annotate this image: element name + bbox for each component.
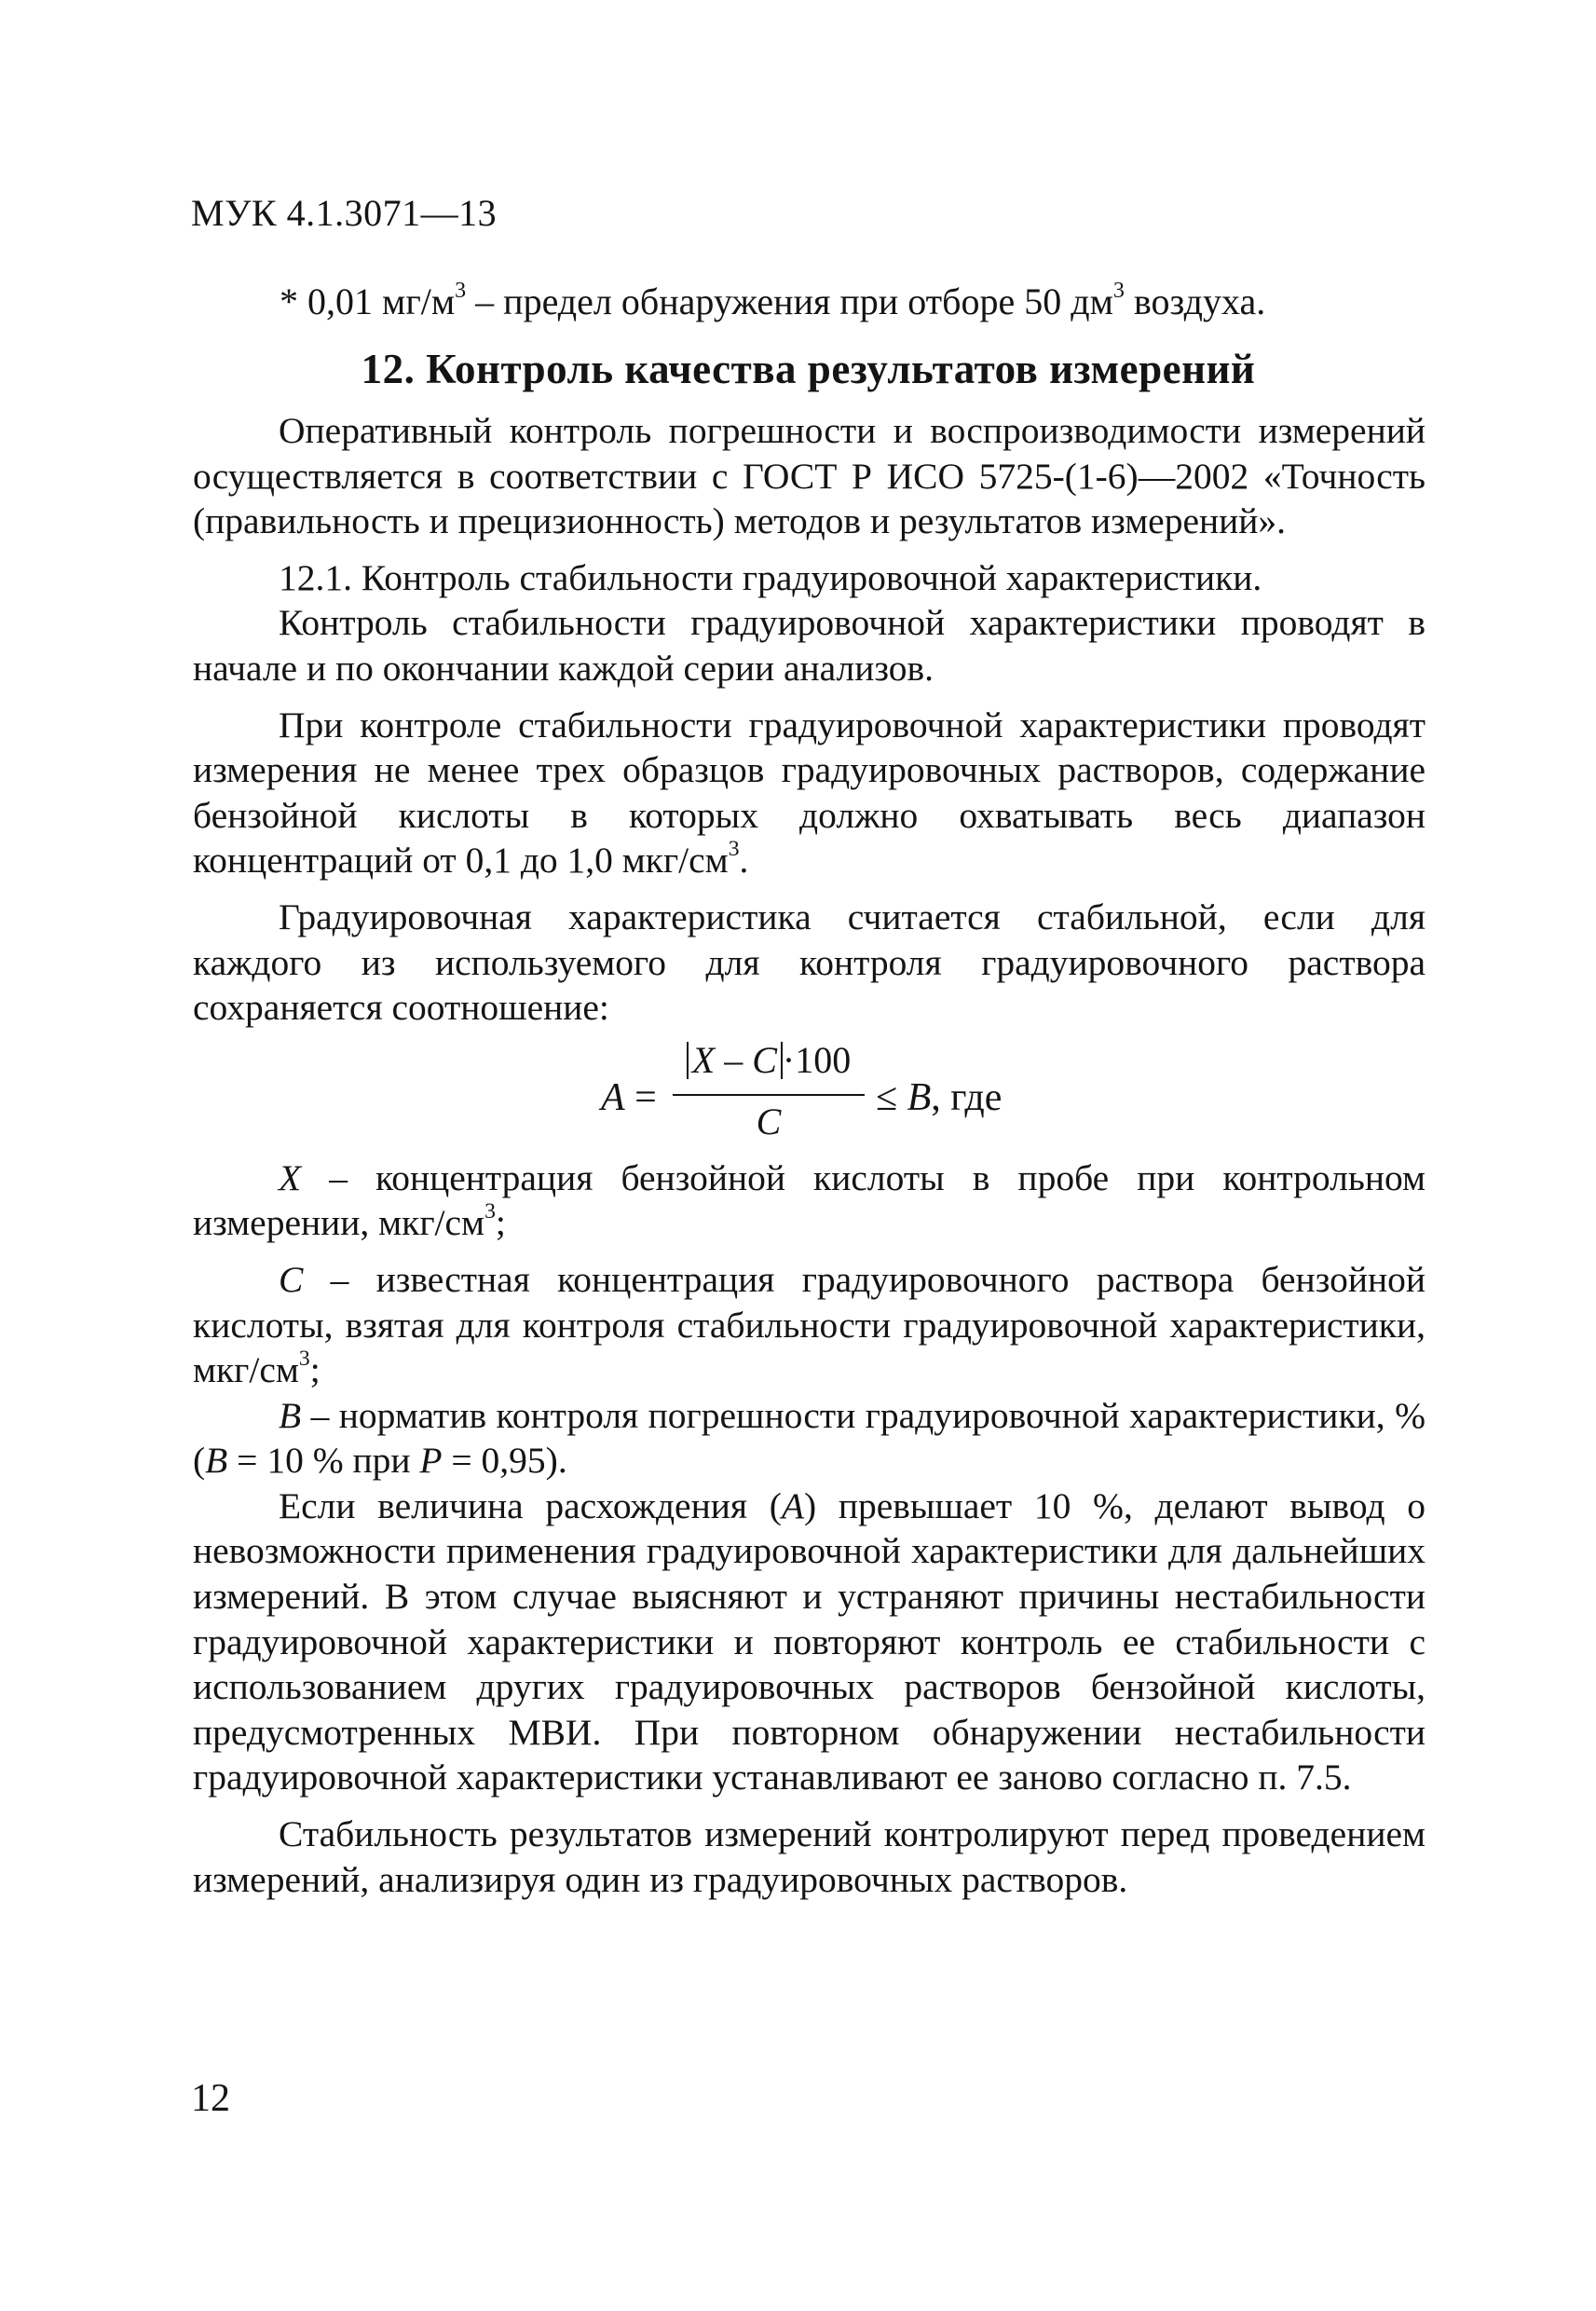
definition-b-text-2: = 10 % при [227, 1440, 420, 1482]
definition-b-symbol: B [279, 1394, 302, 1436]
definition-b-text-3: = 0,95). [442, 1440, 567, 1482]
footnote-text-superscript: 3 [1112, 279, 1125, 303]
deviation-text-start: Если величина расхождения ( [279, 1484, 782, 1526]
definition-c [193, 1257, 1425, 1393]
formula-rhs [876, 1075, 1002, 1121]
paragraph-control-timing: Контроль стабильности градуировочной характеристики проводят в начале и по окончании каждой серии анализов. [193, 602, 1425, 689]
definition-b-symbol-inline: B [205, 1440, 228, 1482]
definition-c-symbol: C [279, 1258, 304, 1300]
definition-b [193, 1393, 1425, 1484]
paragraph-operational-control: Оперативный контроль погрешности и воспроизводимости измерений осуществляется в соответствии с ГОСТ Р ИСО 5725-(1-6)—2002 «Точность (правильность и прецизионность) методов и результатов измерений». [193, 410, 1425, 542]
detection-limit-footnote [280, 280, 1265, 323]
definition-x [193, 1156, 1425, 1246]
page-number: 12 [191, 2077, 230, 2120]
definition-x-superscript: 3 [484, 1199, 496, 1224]
fraction-bar [673, 1094, 865, 1096]
definition-c-superscript: 3 [298, 1347, 310, 1372]
formula-symbol-b: B [907, 1075, 932, 1119]
paragraph-stability-condition: Градуировочная характеристика считается стабильной, если для каждого из используемого для контроля градуировочного раствора сохраняется соотношение: [193, 896, 1425, 1029]
paragraph-control-procedure-text: При контроле стабильности градуировочной характеристики проводят измерения не менее трех образцов градуировочных растворов, содержание бензойной кислоты в которых должно охватывать весь диапазон концентраций от 0,1 до 1,0 мкг/см [193, 704, 1425, 882]
paragraph-deviation-handling [193, 1484, 1425, 1800]
footnote-text: – предел обнаружения при отборе 50 дм [466, 280, 1113, 322]
footnote-value-superscript: 3 [455, 279, 467, 303]
unit-superscript: 3 [728, 837, 740, 862]
formula-where: , где [931, 1075, 1003, 1119]
formula-lhs [601, 1075, 657, 1121]
stability-formula [193, 1036, 1425, 1150]
formula-multiplier: ·100 [782, 1038, 852, 1081]
paragraph-control-procedure [193, 703, 1425, 883]
formula-relation: ≤ [876, 1075, 907, 1119]
definition-x-end: ; [495, 1202, 506, 1244]
definition-c-text: – известная концентрация градуировочного раствора бензойной кислоты, взятая для контроля стабильности градуировочной характеристики, мкг/см [193, 1258, 1425, 1391]
formula-denominator: C [756, 1100, 782, 1142]
definition-c-end: ; [309, 1349, 321, 1391]
formula-equals: = [624, 1075, 657, 1119]
definition-p-symbol: P [419, 1440, 443, 1482]
definition-x-text: – концентрация бензойной кислоты в пробе при контрольном измерении, мкг/см [193, 1156, 1425, 1244]
footnote-asterisk: * [280, 280, 307, 322]
paragraph-end-mark: . [739, 840, 749, 882]
footnote-value: 0,01 мг/м [307, 280, 456, 322]
deviation-symbol-a: A [781, 1484, 804, 1526]
subsection-12-1-heading: 12.1. Контроль стабильности градуировочной характеристики. [279, 556, 1262, 598]
formula-symbol-a: A [601, 1075, 625, 1119]
deviation-text-rest: ) превышает 10 %, делают вывод о невозможности применения градуировочной характеристики для дальнейших измерений. В этом случае выясняют и устраняют причины нестабильности градуировочной характеристики и повторяют контроль ее стабильности с использованием других градуировочных растворов бензойной кислоты, предусмотренных МВИ. При повторном обнаружении нестабильности градуировочной характеристики устанавливают ее заново согласно п. 7.5. [193, 1484, 1426, 1798]
formula-absolute-difference: X – C [687, 1042, 783, 1079]
document-code-header: МУК 4.1.3071—13 [191, 192, 498, 234]
section-body [193, 408, 1425, 1902]
section-title: 12. Контроль качества результатов измерений [361, 346, 1256, 392]
footnote-text-end: воздуха. [1124, 280, 1266, 322]
definition-x-symbol: X [279, 1156, 302, 1198]
definition-b-text: – норматив контроля погрешности градуировочной характеристики, % ( [193, 1394, 1425, 1482]
formula-numerator [671, 1038, 866, 1084]
paragraph-results-stability: Стабильность результатов измерений контролируют перед проведением измерений, анализируя один из градуировочных растворов. [193, 1813, 1425, 1900]
formula-fraction [671, 1036, 866, 1150]
